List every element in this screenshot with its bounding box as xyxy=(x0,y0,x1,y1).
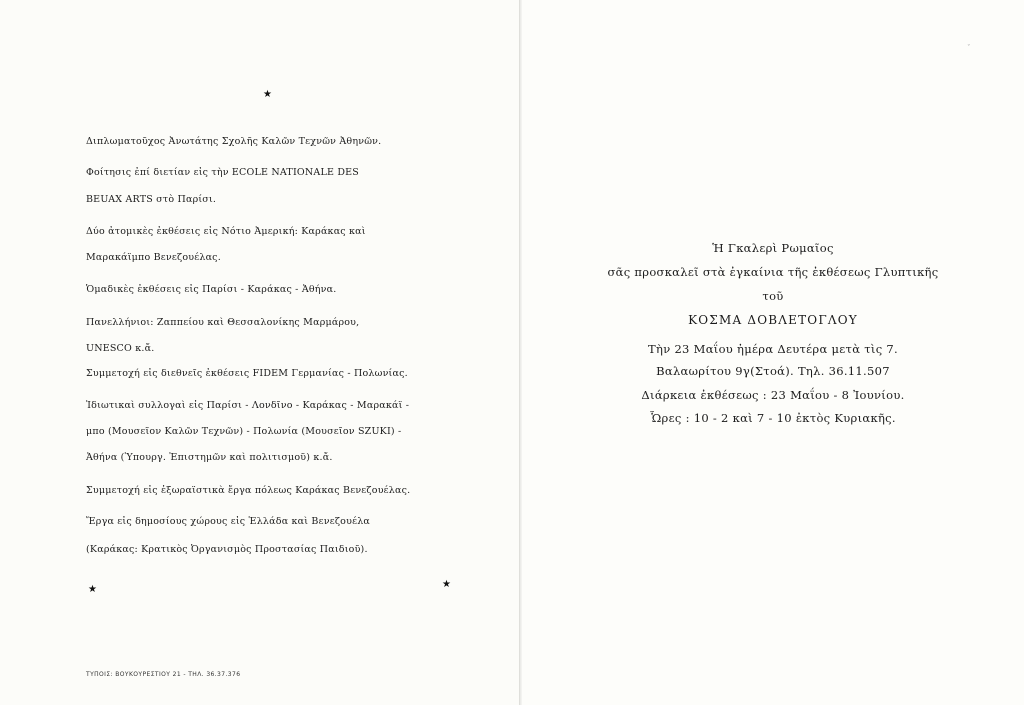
bio-line: Πανελλήνιοι: Ζαππείου καὶ Θεσσαλονίκης Μαρμάρου, xyxy=(86,317,360,328)
bio-line: Ἔργα εἰς δημοσίους χώρους εἰς Ἑλλάδα καὶ Βενεζουέλα xyxy=(86,516,371,527)
bio-line: Συμμετοχή εἰς ἐξωραϊστικὰ ἔργα πόλεως Καράκας Βενεζουέλας. xyxy=(86,485,411,496)
bio-line: Ἰδιωτικαὶ συλλογαὶ εἰς Παρίσι - Λονδῖνο - Καράκας - Μαρακάϊ - xyxy=(86,400,410,411)
address-line: Βαλαωρίτου 9γ(Στοά). Τηλ. 36.11.507 xyxy=(656,364,890,378)
invitation-line: τοῦ xyxy=(762,289,784,303)
speck-mark: ˇ xyxy=(967,44,971,52)
bio-line: UNESCO κ.ἄ. xyxy=(86,343,155,354)
bio-line: BEUAX ARTS στὸ Παρίσι. xyxy=(86,194,217,205)
star-ornament-bottom-left: ★ xyxy=(88,584,97,595)
bio-line: Ὁμαδικὲς ἐκθέσεις εἰς Παρίσι - Καράκας - Ἀθήνα. xyxy=(86,284,337,295)
bio-line: Φοίτησις ἐπί διετίαν εἰς τὴν ECOLE NATIONALE DES xyxy=(86,167,359,178)
invitation-line: σᾶς προσκαλεῖ στὰ ἐγκαίνια τῆς ἐκθέσεως Γλυπτικῆς xyxy=(607,265,939,279)
opening-date: Τὴν 23 Μαΐου ἡμέρα Δευτέρα μετὰ τὶς 7. xyxy=(648,342,898,356)
gallery-name: Ἡ Γκαλερὶ Ρωμαῖος xyxy=(712,241,834,255)
bio-line: Συμμετοχή εἰς διεθνεῖς ἐκθέσεις FIDEM Γερμανίας - Πολωνίας. xyxy=(86,368,408,379)
bio-line: Μαρακάϊμπο Βενεζουέλας. xyxy=(86,252,221,263)
exhibition-duration: Διάρκεια ἐκθέσεως : 23 Μαΐου - 8 Ἰουνίου. xyxy=(641,388,905,402)
bio-line: (Καράκας: Κρατικὸς Ὀργανισμὸς Προστασίας Παιδιοῦ). xyxy=(86,544,368,555)
bio-line: μπο (Μουσεῖον Καλῶν Τεχνῶν) - Πολωνία (Μουσεῖον SZUKI) - xyxy=(86,426,402,437)
bio-line: Δύο ἀτομικὲς ἐκθέσεις εἰς Νότιο Ἀμερική: Καράκας καὶ xyxy=(86,226,366,237)
star-ornament-bottom-right: ★ xyxy=(442,579,451,590)
bio-line: Διπλωματοῦχος Ἀνωτάτης Σχολῆς Καλῶν Τεχνῶν Ἀθηνῶν. xyxy=(86,136,382,147)
artist-name: ΚΟΣΜΑ ΔΟΒΛΕΤΟΓΛΟΥ xyxy=(688,313,858,327)
star-ornament-top: ★ xyxy=(263,89,272,100)
opening-hours: Ὧρες : 10 - 2 καὶ 7 - 10 ἐκτὸς Κυριακῆς. xyxy=(650,411,896,425)
printer-credit: ΤΥΠΟΙΣ: ΒΟΥΚΟΥΡΕΣΤΙΟΥ 21 - ΤΗΛ. 36.37.376 xyxy=(86,671,241,678)
bio-line: Ἀθήνα (Ὑπουργ. Ἐπιστημῶν καὶ πολιτισμοῦ) κ.ἄ. xyxy=(86,452,333,463)
